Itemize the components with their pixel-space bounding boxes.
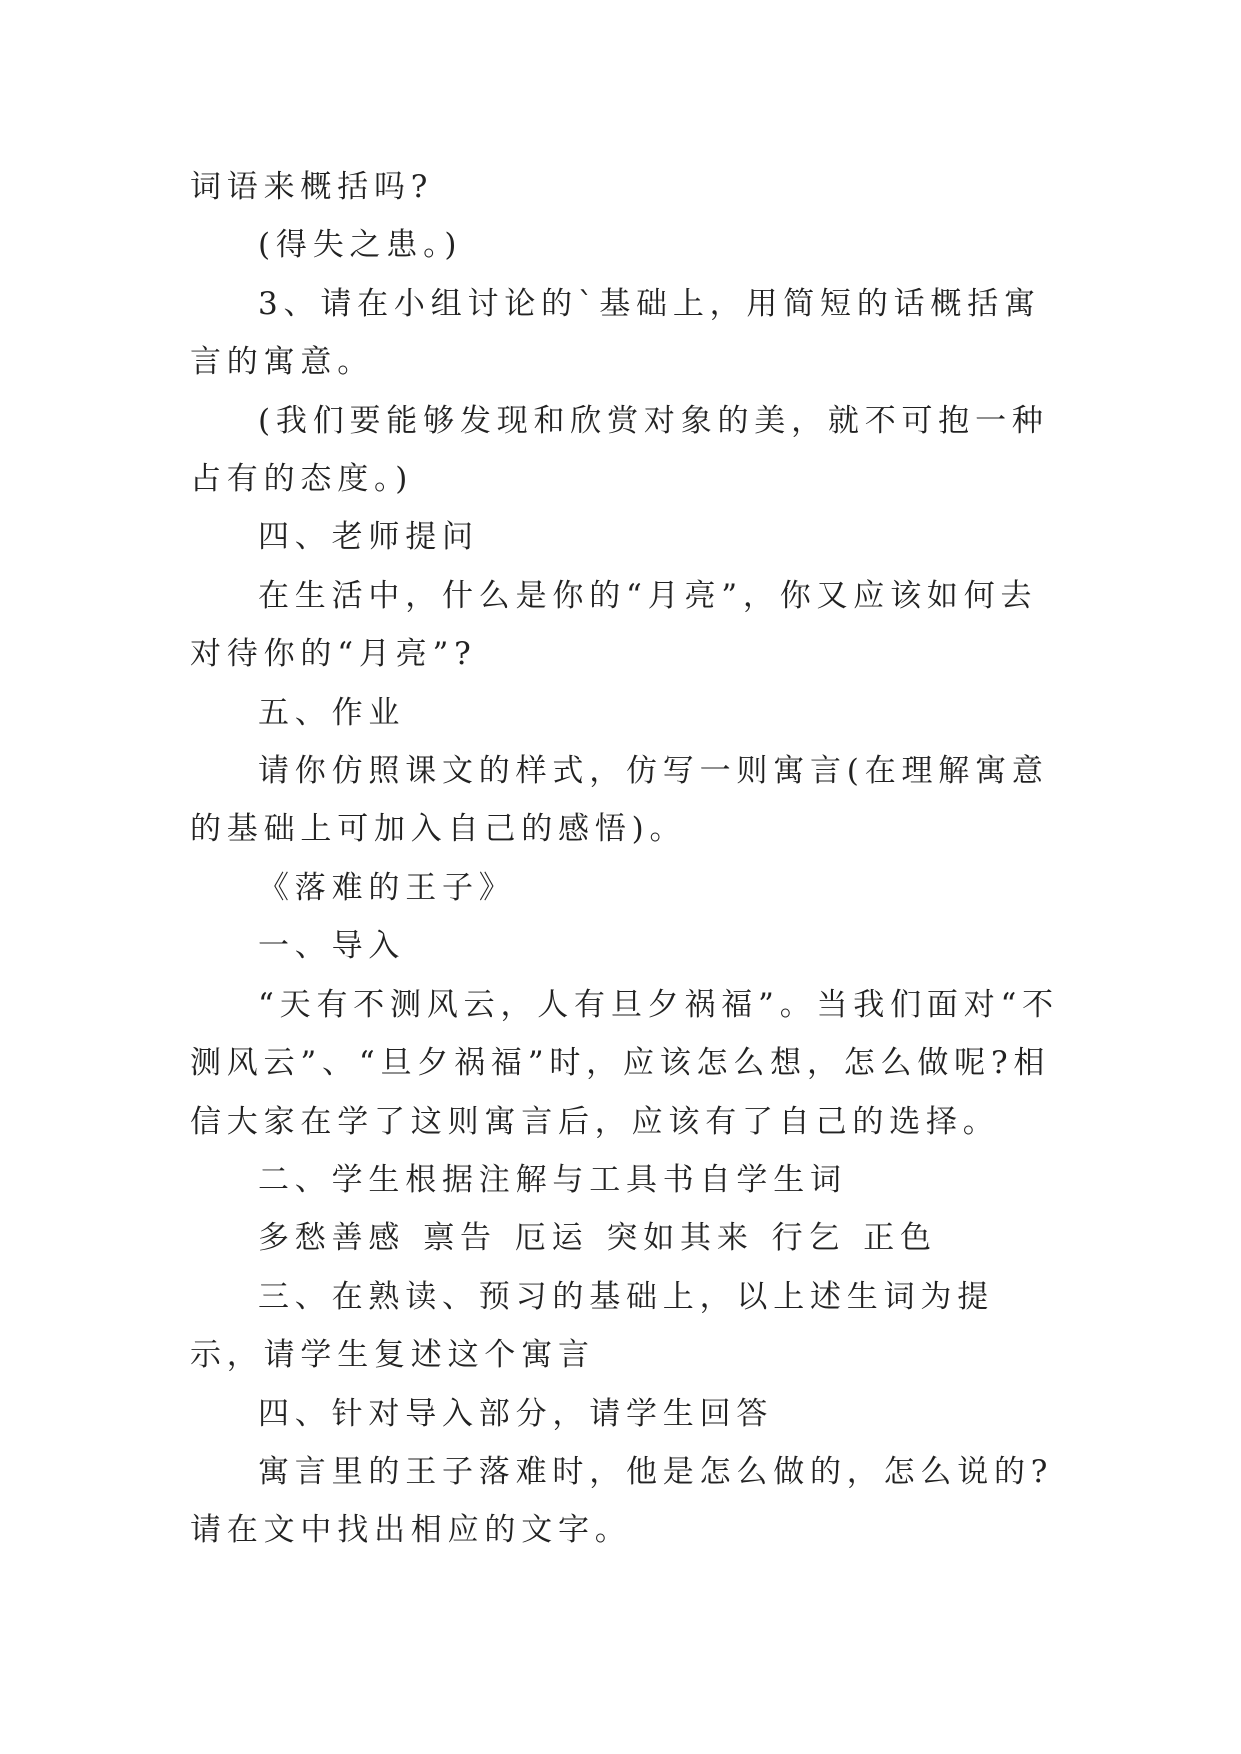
paragraph: (我们要能够发现和欣赏对象的美，就不可抱一种占有的态度。) bbox=[190, 402, 1049, 498]
paragraph: 3、请在小组讨论的`基础上，用简短的话概括寓言的寓意。 bbox=[190, 285, 1041, 381]
section-heading: 五、作业 bbox=[258, 694, 406, 731]
lesson-title: 《落难的王子》 bbox=[258, 869, 516, 906]
paragraph: 在生活中，什么是你的“月亮”，你又应该如何去对待你的“月亮”? bbox=[190, 577, 1038, 673]
vocab-word: 突如其来 bbox=[606, 1220, 754, 1257]
paragraph: “天有不测风云，人有旦夕祸福”。当我们面对“不测风云”、“旦夕祸福”时，应该怎么想，怎么做呢?相信大家在学了这则寓言后，应该有了自己的选择。 bbox=[190, 986, 1059, 1140]
section-heading: 四、老师提问 bbox=[258, 519, 479, 556]
document-body bbox=[190, 158, 1060, 1560]
paragraph: 寓言里的王子落难时，他是怎么做的，怎么说的?请在文中找出相应的文字。 bbox=[190, 1453, 1054, 1549]
vocab-word: 多愁善感 bbox=[258, 1220, 406, 1257]
paragraph: (得失之患。) bbox=[258, 227, 463, 264]
vocab-word: 厄运 bbox=[514, 1220, 589, 1257]
vocab-word: 行乞 bbox=[771, 1220, 846, 1257]
paragraph: 请你仿照课文的样式，仿写一则寓言(在理解寓意的基础上可加入自己的感悟)。 bbox=[190, 753, 1049, 848]
section-heading: 一、导入 bbox=[258, 928, 406, 965]
paragraph: 词语来概括吗? bbox=[190, 169, 434, 205]
section-heading: 二、学生根据注解与工具书自学生词 bbox=[258, 1161, 847, 1198]
vocab-list bbox=[190, 1209, 1060, 1267]
vocab-word: 正色 bbox=[863, 1220, 937, 1257]
section-heading: 四、针对导入部分，请学生回答 bbox=[258, 1395, 774, 1432]
section-heading: 三、在熟读、预习的基础上，以上述生词为提示，请学生复述这个寓言 bbox=[190, 1278, 994, 1374]
vocab-word: 禀告 bbox=[423, 1220, 497, 1257]
